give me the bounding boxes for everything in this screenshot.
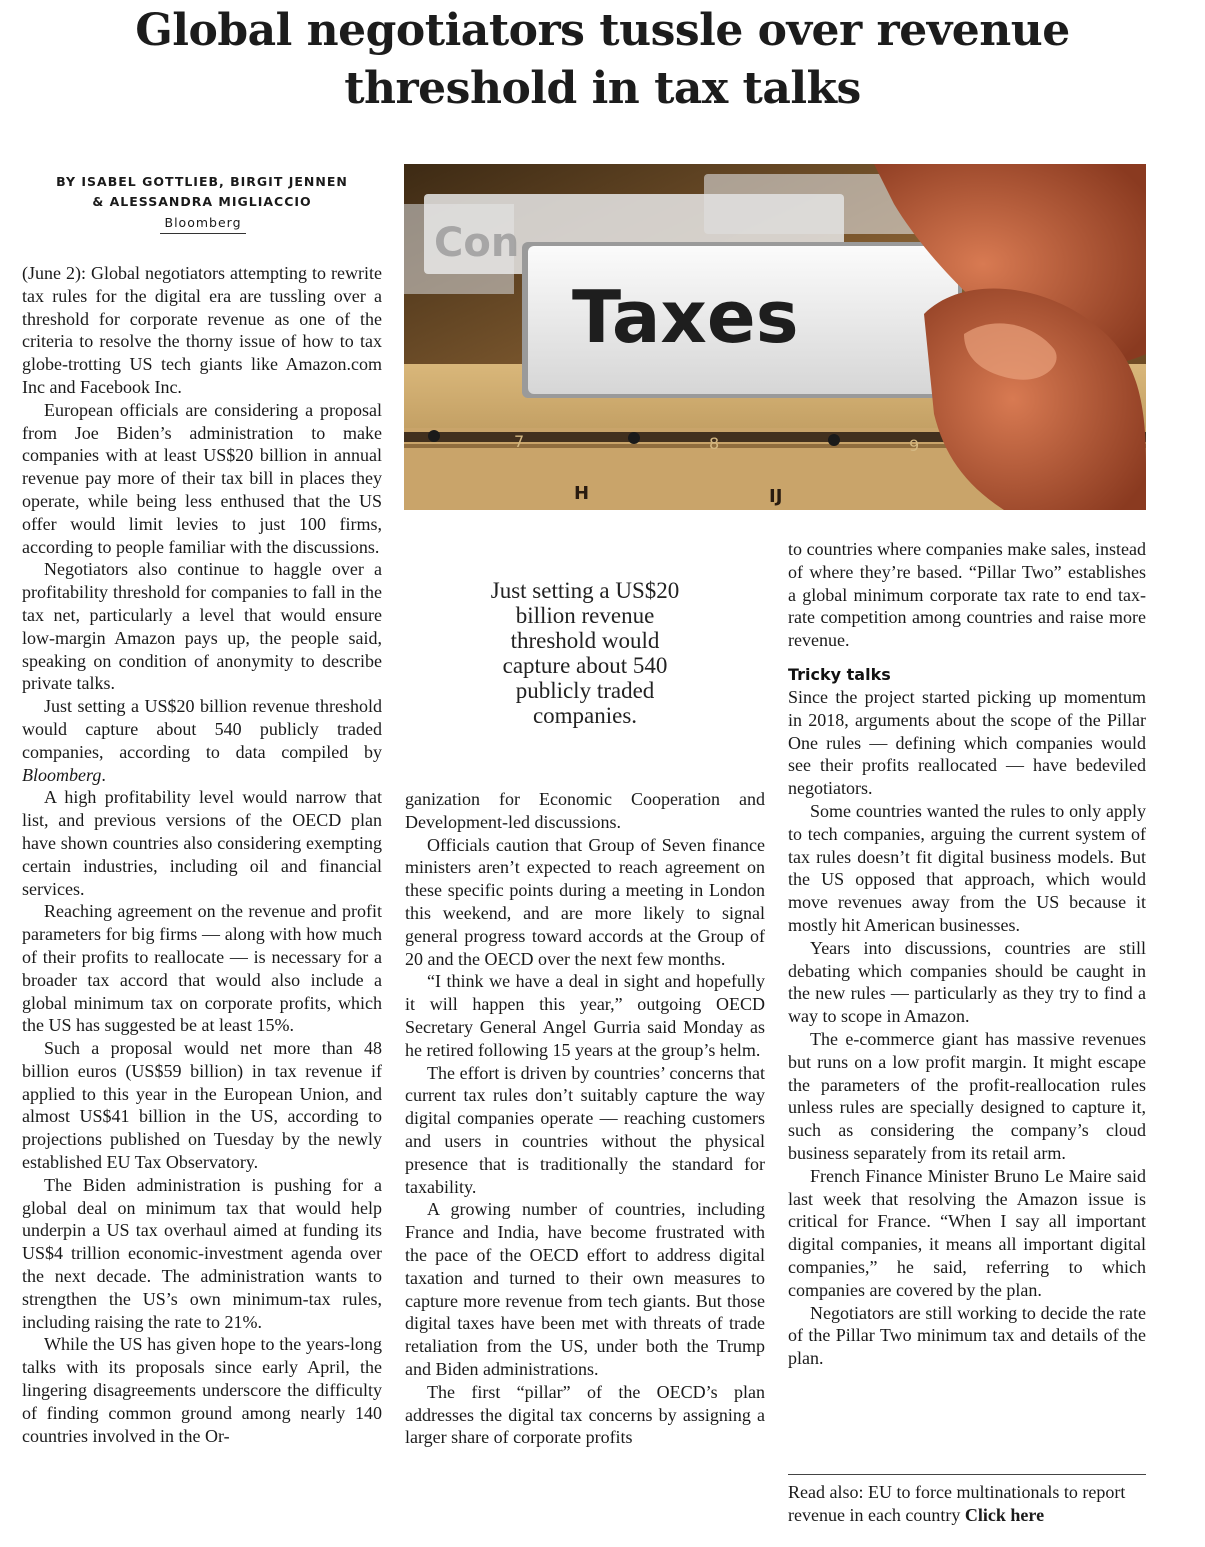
folder-letter-h: H: [574, 483, 590, 504]
paragraph: European officials are considering a proposal from Joe Biden’s administration to make companies with at least US$20 billion in annual revenue pay more of their tax bill in places they operate, while being less enthused that the US offer would limit levies to just 100 firms, according to people familiar with the discussions.: [22, 399, 382, 557]
read-also-text: Read also: EU to force multinationals to report revenue in each country: [788, 1482, 1126, 1525]
folder-number-7: 7: [514, 432, 525, 451]
taxes-folder-photo: [404, 164, 1146, 510]
paragraph: While the US has given hope to the years-long talks with its proposals since early April, the lingering disagreements underscore the difficulty of finding common ground among nearly 140 countries involved in the Or-: [22, 1334, 382, 1446]
paragraph: Years into discussions, countries are still debating which companies should be caught in the new rules — particularly as they try to find a way to scope in Amazon.: [788, 937, 1146, 1027]
article-column-3: [788, 538, 1146, 1370]
article-column-1: [22, 262, 382, 1447]
pull-quote-line: companies.: [532, 703, 638, 728]
folder-letter-ij: IJ: [769, 486, 783, 507]
source-name: Bloomberg: [22, 764, 102, 785]
paragraph: A growing number of countries, including France and India, have become frustrated with the pace of the OECD effort to address digital taxation and turned to their own measures to capture more revenue from tech giants. But those digital taxes have been met with threats of trade retaliation from the US, under both the Trump and Biden administrations.: [405, 1199, 765, 1379]
paragraph: Reaching agreement on the revenue and profit parameters for big firms — along with how much of their profits to reallocate — is necessary for a broader tax accord that would also include a global minimum tax on corporate profits, which the US has suggested be at least 15%.: [22, 901, 382, 1036]
taxes-tab-label: Taxes: [572, 275, 799, 359]
paragraph: Since the project started picking up momentum in 2018, arguments about the scope of the Pillar One rules — defining which companies would see their profits reallocated — have bedeviled negotiators.: [788, 686, 1146, 799]
paragraph: French Finance Minister Bruno Le Maire said last week that resolving the Amazon issue is critical for France. “When I say all important digital companies, it means all important digital companies,” he said, referring to which companies are covered by the plan.: [788, 1165, 1146, 1300]
agency-credit: Bloomberg: [160, 215, 246, 234]
paragraph: Negotiators are still working to decide the rate of the Pillar Two minimum tax and details of the plan.: [788, 1302, 1146, 1369]
byline-line-2: & ALESSANDRA MIGLIACCIO: [92, 194, 312, 209]
paragraph-with-source: Just setting a US$20 billion revenue threshold would capture about 540 publicly traded companies, according to data compiled by Bloomberg.: [22, 696, 382, 785]
byline-line-1: BY ISABEL GOTTLIEB, BIRGIT JENNEN: [56, 174, 348, 189]
paragraph: The e-commerce giant has massive revenues but runs on a low profit margin. It might escape the parameters of the profit-reallocation rules unless rules are specially designed to capture it, such as considering the company’s cloud business separately from its retail arm.: [788, 1028, 1146, 1163]
paragraph: ganization for Economic Cooperation and Development-led discussions.: [405, 789, 765, 832]
paragraph-text: Just setting a US$20 billion revenue threshold would capture about 540 publicly traded companies, according to data compiled by: [22, 696, 382, 762]
paragraph: Some countries wanted the rules to only apply to tech companies, arguing the current system of tax rules doesn’t fit digital business models. But the US opposed that approach, which would move revenues away from the US because it mostly hit American businesses.: [788, 800, 1146, 935]
paragraph: The Biden administration is pushing for a global deal on minimum tax that would help underpin a US tax overhaul aimed at funding its US$4 trillion economic-investment agenda over the next decade. The administration wants to strengthen the US’s own minimum-tax rules, including raising the rate to 21%.: [22, 1174, 382, 1332]
click-here-link[interactable]: Click here: [964, 1504, 1045, 1525]
pull-quote-line: publicly traded: [515, 678, 655, 703]
article-column-2: [405, 788, 765, 1449]
headline-line-1: Global negotiators tussle over revenue: [135, 5, 1070, 56]
pull-quote-line: billion revenue: [515, 603, 655, 628]
paragraph: (June 2): Global negotiators attempting to rewrite tax rules for the digital era are tussling over a threshold for corporate revenue as one of the criteria to resolve the thorny issue of how to tax globe-trotting US tech giants like Amazon.com Inc and Facebook Inc.: [22, 263, 382, 397]
pull-quote-line: threshold would: [510, 628, 660, 653]
paragraph: Negotiators also continue to haggle over a profitability threshold for companies to fall in the tax net, particularly a level that would ensure low-margin Amazon pays up, the people said, speaking on condition of anonymity to describe private talks.: [22, 559, 382, 694]
byline: [22, 172, 382, 212]
paragraph: Such a proposal would net more than 48 billion euros (US$59 billion) in tax revenue if applied to this year in the European Union, and almost US$41 billion in the US, according to projections published on Tuesday by the newly established EU Tax Observatory.: [22, 1038, 382, 1173]
paragraph: Officials caution that Group of Seven finance ministers aren’t expected to reach agreement on these specific points during a meeting in London this weekend, and are more likely to signal general progress toward accords at the Group of 20 and the OECD over the next few months.: [405, 834, 765, 969]
headline-line-2: threshold in tax talks: [344, 63, 861, 114]
pull-quote-line: capture about 540: [502, 653, 668, 678]
paragraph: to countries where companies make sales, instead of where they’re based. “Pillar Two” establishes a global minimum corporate tax rate to end tax-rate competition among countries and raise more revenue.: [788, 539, 1146, 651]
read-also-box: [788, 1474, 1146, 1527]
pull-quote: [440, 578, 730, 728]
folder-number-8: 8: [709, 434, 720, 453]
paragraph: A high profitability level would narrow that list, and previous versions of the OECD plan have shown countries also considering exempting certain industries, including oil and financial services.: [22, 787, 382, 899]
paragraph: The effort is driven by countries’ concerns that current tax rules don’t suitably capture the way digital companies operate — reaching customers and users in countries without the physical presence that is traditionally the standard for taxability.: [405, 1062, 765, 1197]
paragraph: The first “pillar” of the OECD’s plan addresses the digital tax concerns by assigning a larger share of corporate profits: [405, 1381, 765, 1448]
subheading: Tricky talks: [788, 664, 891, 684]
pull-quote-line: Just setting a US$20: [490, 578, 680, 603]
paragraph: “I think we have a deal in sight and hopefully it will happen this year,” outgoing OECD Secretary General Angel Gurria said Monday as he retired following 15 years at the group’s helm.: [405, 971, 765, 1060]
back-tab-label: Con: [434, 220, 520, 266]
headline: [20, 2, 1185, 118]
folder-number-9: 9: [909, 436, 920, 455]
